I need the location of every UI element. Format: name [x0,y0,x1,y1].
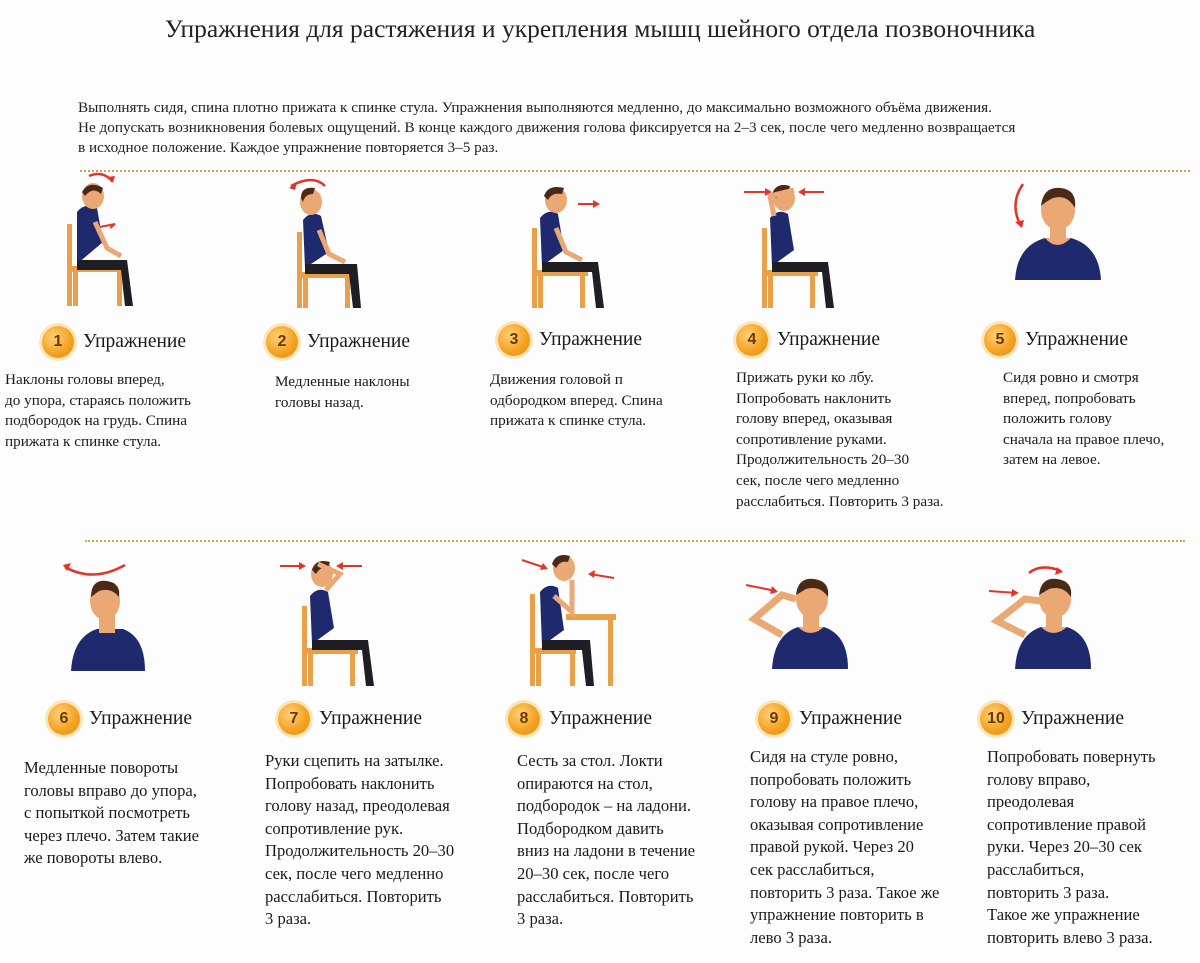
number-badge: 8 [508,703,540,735]
description-line: попробовать положить [750,769,912,789]
exercise-label: Упражнение [799,708,903,729]
exercise-label: Упражнение [1025,329,1129,350]
description-line: затем на левое. [1003,451,1101,469]
description-line: Подбородком давить [517,818,664,838]
description-line: Попробовать наклонить [736,389,892,407]
description-line: руки. Через 20–30 сек [987,837,1142,857]
pants-icon [542,640,594,686]
shirt-icon [310,590,334,644]
intro-text [78,98,1188,158]
description-line: вперед, попробовать [1003,389,1136,407]
description-line: 3 раза. [265,909,312,929]
description-line: Попробовать повернуть [987,747,1156,766]
description-line: голову вправо, [987,769,1091,789]
description-line: 20–30 сек, после чего [517,863,670,883]
shirt-icon [1015,627,1091,669]
exercise-label: Упражнение [83,331,187,352]
description-line: Наклоны головы вперед, [5,371,165,388]
exercise-label: Упражнение [307,331,411,352]
pants-icon [77,260,133,306]
chair-icon [532,228,537,308]
intro-line: Не допускать возникновения болевых ощущений. В конце каждого движения голова фиксируется на 2–3 сек, после чего медленно возвращается [78,119,1016,136]
description-line: упражнение повторить в [750,905,924,925]
description-line: Руки сцепить на затылке. [265,751,444,770]
number-badge: 5 [984,324,1016,356]
chair-icon [302,606,307,686]
intro-line: в исходное положение. Каждое упражнение повторяется 3–5 раз. [78,139,499,156]
description-line: головы вправо до упора, [24,780,197,800]
description-line: сек расслабиться, [750,859,875,879]
exercise-10-illustration [985,565,1115,705]
exercise-10-header [980,703,1124,735]
page-title: Упражнения для растяжения и укрепления мышц шейного отдела позвоночника [164,14,1036,43]
exercise-9-description [750,746,939,949]
exercise-label: Упражнение [319,708,423,729]
description-line: повторить 3 раза. [987,882,1110,902]
exercise-3-illustration [520,172,650,312]
number-badge: 6 [48,703,80,735]
number-badge: 1 [42,326,74,358]
exercise-7-description [265,750,454,931]
description-line: Сидя на стуле ровно, [750,747,899,766]
description-line: сек, после чего медленно [265,863,444,883]
description-line: сопротивление рук. [265,818,404,838]
arrow-icon [798,188,805,196]
exercise-1-description [5,370,191,452]
arrow-icon [299,562,306,570]
description-line: оказывая сопротивление [750,814,924,834]
arrow-icon [588,570,595,578]
exercise-7-header [278,703,422,735]
exercise-10-description [987,746,1156,949]
arrow-icon [1015,220,1024,228]
description-line: через плечо. Затем такие [24,825,199,845]
number-badge: 7 [278,703,310,735]
exercise-5-illustration [1005,180,1135,320]
description-line: с попыткой посмотреть [24,803,190,823]
exercise-4-illustration [740,172,870,312]
exercise-1-illustration [55,172,185,312]
arrow-icon [593,200,600,208]
number-badge: 4 [736,324,768,356]
arrow-icon [770,586,778,594]
description-line: сопротивление правой [987,814,1147,834]
description-line: сек, после чего медленно [736,471,900,489]
description-line: Сидя ровно и смотря [1003,369,1139,386]
exercise-4-description [736,368,944,512]
exercise-4-header [736,324,880,356]
shirt-icon [540,586,564,646]
pants-icon [772,262,834,308]
description-line: 3 раза. [517,909,564,929]
exercise-5-description [1003,368,1164,471]
pants-icon [542,262,604,308]
description-line: голову вперед, оказывая [736,410,893,428]
description-line: до упора, стараясь положить [5,391,191,409]
description-line: головы назад. [275,393,364,411]
description-line: Медленные повороты [24,758,179,777]
exercise-9-header [758,703,902,735]
exercise-2-header [266,326,410,358]
exercise-8-header [508,703,652,735]
exercise-label: Упражнение [777,329,881,350]
description-line: голову на правое плечо, [750,792,919,812]
description-line: вниз на ладони в течение [517,841,696,861]
arrow-icon [289,182,297,190]
description-line: расслабиться. Повторить [265,886,442,906]
description-line: расслабиться. Повторить [517,886,694,906]
exercise-2-illustration [285,172,415,312]
description-line: Сесть за стол. Локти [517,751,663,770]
shirt-icon [770,212,794,266]
description-line: Такое же упражнение [987,905,1140,925]
intro-line: Выполнять сидя, спина плотно прижата к спинке стула. Упражнения выполняются медленно, до максимально возможного объёма движения. [78,99,992,116]
number-badge: 9 [758,703,790,735]
pants-icon [305,264,361,308]
exercise-6-header [48,703,192,735]
exercise-3-header [498,324,642,356]
description-line: Медленные наклоны [275,373,410,390]
exercise-9-illustration [742,565,872,705]
arrow-icon [336,562,343,570]
description-line: Попробовать наклонить [265,773,435,793]
description-line: подбородок на грудь. Спина [5,412,188,430]
description-line: расслабиться. Повторить 3 раза. [736,492,944,510]
description-line: Продолжительность 20–30 [265,841,455,861]
number-badge: 10 [980,703,1012,735]
description-line: повторить 3 раза. Такое же [750,882,940,902]
description-line: голову назад, преодолевая [265,796,450,816]
exercise-1-header [42,326,186,358]
description-line: Прижать руки ко лбу. [736,369,874,386]
description-line: одбородком вперед. Спина [490,391,663,409]
arrow-icon [1011,589,1019,597]
exercise-3-description [490,370,663,432]
description-line: расслабиться, [987,859,1085,879]
description-line: положить голову [1003,410,1112,428]
description-line: же повороты влево. [24,848,163,868]
description-line: лево 3 раза. [750,927,832,947]
exercise-label: Упражнение [549,708,653,729]
pants-icon [312,640,374,686]
chair-icon [297,232,302,308]
exercise-5-header [984,324,1128,356]
exercise-6-description [24,757,199,870]
exercise-8-description [517,750,695,931]
description-line: правой рукой. Через 20 [750,837,914,857]
shirt-icon [71,629,145,671]
chair-icon [530,594,535,686]
exercise-label: Упражнение [1021,708,1125,729]
number-badge: 2 [266,326,298,358]
exercise-6-illustration [45,555,175,695]
description-line: опираются на стол, [517,773,653,793]
description-line: Движения головой п [490,371,623,388]
description-line: сопротивление руками. [736,430,887,448]
exercise-7-illustration [278,550,408,690]
description-line: подбородок – на ладони. [517,796,692,816]
description-line: прижата к спинке стула. [490,412,647,430]
exercise-label: Упражнение [89,708,193,729]
number-badge: 3 [498,324,530,356]
chair-icon [67,224,72,306]
description-line: преодолевая [987,792,1075,812]
description-line: Продолжительность 20–30 [736,451,910,469]
exercise-2-description [275,372,410,413]
shirt-icon [772,627,848,669]
exercise-label: Упражнение [539,329,643,350]
description-line: сначала на правое плечо, [1003,430,1165,448]
chair-icon [762,228,767,308]
exercise-8-illustration [520,550,650,690]
middle-divider [85,540,1185,542]
description-line: прижата к спинке стула. [5,432,162,450]
description-line: повторить влево 3 раза. [987,927,1153,947]
